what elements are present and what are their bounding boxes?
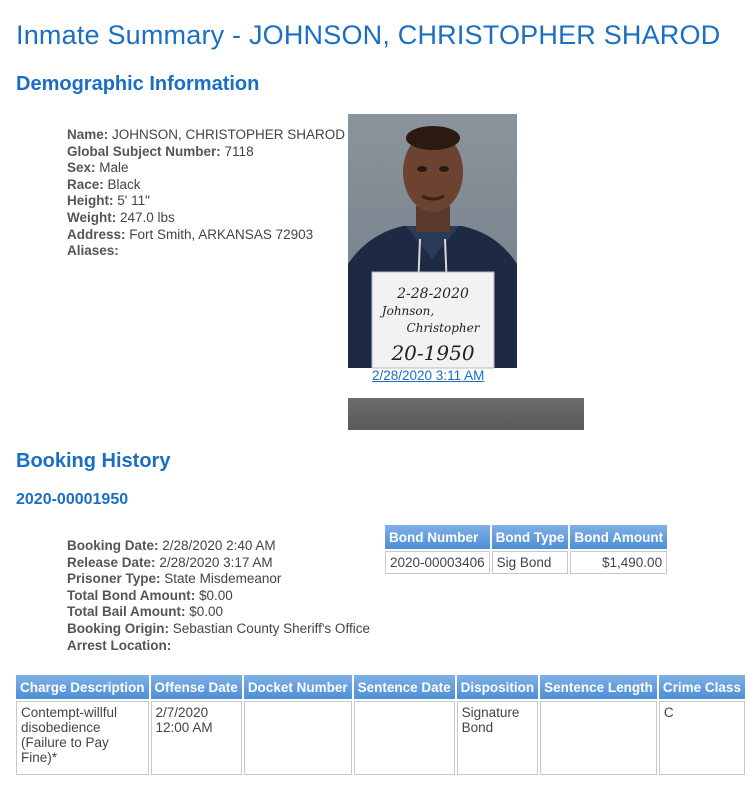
- bond-number-cell: 2020-00003406: [385, 551, 490, 574]
- field-name: Name: JOHNSON, CHRISTOPHER SHAROD: [67, 127, 346, 142]
- table-row: [385, 551, 667, 574]
- bond-amount-header[interactable]: Bond Amount: [570, 525, 667, 549]
- field-sex: Sex: Male: [67, 160, 129, 176]
- placard-date: 2-28-2020: [397, 286, 469, 302]
- photo-timestamp-link[interactable]: 2/28/2020 3:11 AM: [372, 368, 485, 383]
- charges-table-header: [16, 675, 745, 699]
- booking-history-heading: Booking History: [16, 450, 171, 472]
- charge-description-cell: Contempt-willful disobedience (Failure to Pay Fine)*: [16, 701, 149, 775]
- booking-fields: [67, 538, 370, 654]
- sentence-length-cell: [540, 701, 657, 775]
- field-prisoner-type: Prisoner Type: State Misdemeanor: [67, 571, 282, 587]
- crime-class-header[interactable]: Crime Class: [659, 675, 745, 699]
- mugshot-photo[interactable]: [348, 114, 517, 368]
- field-address: Address: Fort Smith, ARKANSAS 72903: [67, 226, 314, 242]
- sentence-date-header[interactable]: Sentence Date: [354, 675, 455, 699]
- disposition-header[interactable]: Disposition: [457, 675, 539, 699]
- mugshot-image: [348, 114, 517, 368]
- charges-table: [14, 673, 747, 777]
- docket-number-cell: [244, 701, 352, 775]
- demographic-heading: Demographic Information: [16, 73, 260, 95]
- field-race: Race: Black: [67, 176, 141, 192]
- field-total-bond-amount: Total Bond Amount: $0.00: [67, 587, 233, 603]
- sentence-date-cell: [354, 701, 455, 775]
- redacted-bar: [348, 398, 584, 430]
- charge-description-header[interactable]: Charge Description: [16, 675, 149, 699]
- offense-date-cell: 2/7/2020 12:00 AM: [151, 701, 242, 775]
- page-title: Inmate Summary - JOHNSON, CHRISTOPHER SHAROD: [16, 20, 721, 50]
- field-height: Height: 5' 11": [67, 193, 150, 209]
- placard-last-name: Johnson,: [381, 304, 435, 318]
- bond-table-header: [385, 525, 667, 549]
- bond-amount-cell: $1,490.00: [570, 551, 667, 574]
- field-booking-date: Booking Date: 2/28/2020 2:40 AM: [67, 538, 276, 553]
- crime-class-cell: C: [659, 701, 745, 775]
- field-global-subject-number: Global Subject Number: 7118: [67, 143, 254, 159]
- bond-type-header[interactable]: Bond Type: [492, 525, 569, 549]
- offense-date-header[interactable]: Offense Date: [151, 675, 242, 699]
- bond-number-header[interactable]: Bond Number: [385, 525, 490, 549]
- bond-table: [383, 523, 669, 576]
- sentence-length-header[interactable]: Sentence Length: [540, 675, 657, 699]
- docket-number-header[interactable]: Docket Number: [244, 675, 352, 699]
- field-weight: Weight: 247.0 lbs: [67, 209, 175, 225]
- placard-number: 20-1950: [391, 341, 475, 365]
- field-booking-origin: Booking Origin: Sebastian County Sheriff's Office: [67, 620, 370, 636]
- placard-first-name: Christopher: [406, 321, 480, 335]
- field-total-bail-amount: Total Bail Amount: $0.00: [67, 604, 224, 620]
- booking-number: 2020-00001950: [16, 491, 129, 508]
- field-release-date: Release Date: 2/28/2020 3:17 AM: [67, 554, 273, 570]
- demographic-fields: [67, 127, 345, 260]
- bond-type-cell: Sig Bond: [492, 551, 569, 574]
- table-row: [16, 701, 745, 775]
- field-aliases: Aliases:: [67, 243, 119, 259]
- field-arrest-location: Arrest Location:: [67, 637, 172, 653]
- disposition-cell: Signature Bond: [457, 701, 539, 775]
